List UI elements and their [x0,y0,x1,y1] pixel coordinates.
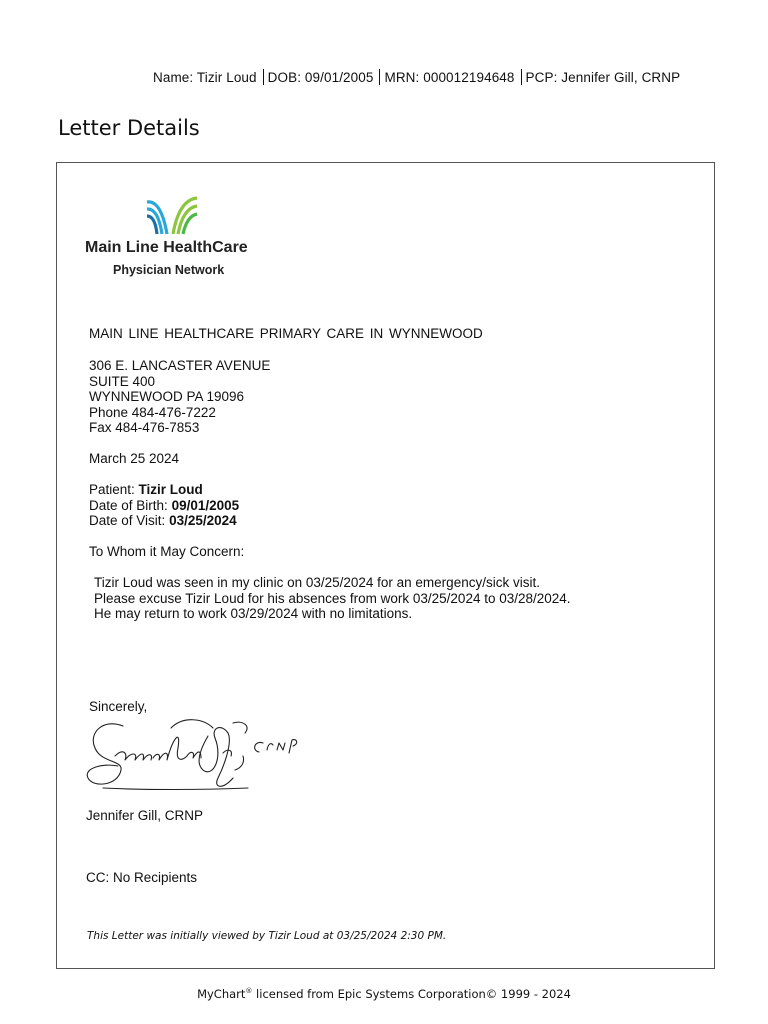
registered-mark: ® [245,987,253,996]
footer [0,987,768,1001]
address-line: SUITE 400 [89,373,156,389]
patient-pcp: PCP: Jennifer Gill, CRNP [525,70,681,85]
logo-subtitle: Physician Network [113,263,225,277]
body-line: Please excuse Tizir Loud for his absences from work 03/25/2024 to 03/28/2024. [94,590,571,606]
body-line: Tizir Loud was seen in my clinic on 03/25/2024 for an emergency/sick visit. [94,575,540,590]
letter-date: March 25 2024 [89,451,180,466]
page-title: Letter Details [58,116,200,140]
visit-label: Date of Visit: [89,513,166,529]
separator [379,69,380,85]
footer-brand: MyChart [197,987,246,1001]
patient-dob: DOB: 09/01/2005 [267,70,374,85]
dob-value: 09/01/2005 [171,497,240,513]
letter-body [94,575,571,622]
patient-info [89,482,239,529]
fax-line: Fax 484-476-7853 [89,420,200,436]
address-line: WYNNEWOOD PA 19096 [89,389,245,405]
patient-label: Patient: [89,482,135,497]
dob-label: Date of Birth: [89,497,168,513]
viewed-note: This Letter was initially viewed by Tizir Loud at 03/25/2024 2:30 PM. [87,930,447,942]
salutation: To Whom it May Concern: [89,544,245,559]
separator [521,69,522,85]
footer-text: licensed from Epic Systems Corporation© 1999 - 2024 [252,987,571,1001]
logo-name: Main Line HealthCare [85,239,248,256]
signature-image [83,708,313,793]
visit-value: 03/25/2024 [169,513,237,529]
phone-line: Phone 484-476-7222 [89,404,216,420]
clinic-address [89,358,270,436]
signer-name: Jennifer Gill, CRNP [86,808,204,823]
patient-header [153,69,680,85]
separator [263,69,264,85]
patient-value: Tizir Loud [138,482,203,497]
patient-name: Name: Tizir Loud [153,70,257,85]
logo-mark-icon [145,196,199,236]
letter-panel [56,162,715,969]
body-line: He may return to work 03/29/2024 with no limitations. [94,606,413,622]
patient-mrn: MRN: 000012194648 [384,70,515,85]
closing: Sincerely, [89,699,148,714]
cc-recipients: CC: No Recipients [86,870,198,885]
address-line: 306 E. LANCASTER AVENUE [89,358,271,373]
clinic-name: MAIN LINE HEALTHCARE PRIMARY CARE IN WYNNEWOOD [89,326,483,341]
